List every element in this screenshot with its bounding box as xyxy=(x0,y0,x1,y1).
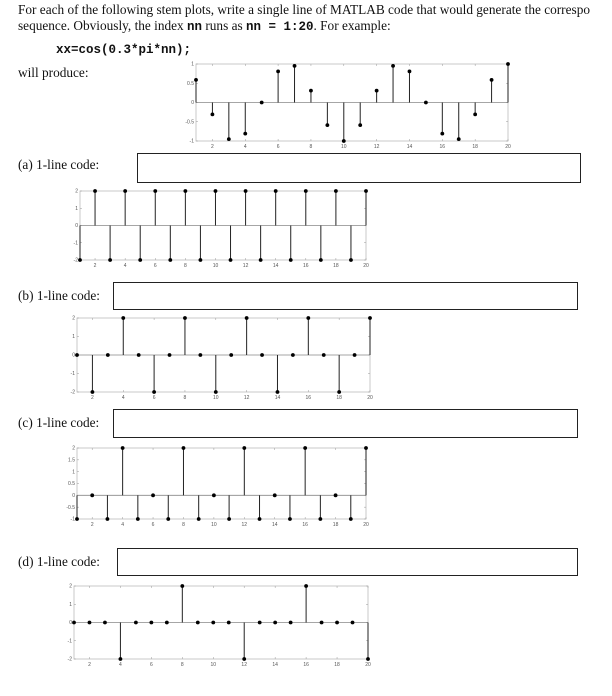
stem-marker xyxy=(136,517,140,521)
question-d-label: (d) 1-line code: xyxy=(18,554,100,569)
plot-c-stem xyxy=(62,442,372,532)
stem-marker xyxy=(366,657,370,661)
x-tick-label: 6 xyxy=(151,522,155,528)
stem-marker xyxy=(364,446,368,450)
stem-marker xyxy=(168,353,172,357)
stem-marker xyxy=(506,62,510,66)
stem-marker xyxy=(364,189,368,193)
stem-marker xyxy=(259,258,263,262)
stem-marker xyxy=(121,316,125,320)
stem-marker xyxy=(106,517,110,521)
will-produce-label: will produce: xyxy=(18,65,89,80)
x-tick-label: 18 xyxy=(334,662,340,668)
y-tick-label: 0 xyxy=(72,352,75,359)
stem-marker xyxy=(408,69,412,73)
stem-marker xyxy=(319,258,323,262)
stem-marker xyxy=(351,621,355,625)
plot-b-stem xyxy=(62,312,377,404)
stem-marker xyxy=(214,189,218,193)
stem-marker xyxy=(309,89,313,93)
answer-a-box[interactable] xyxy=(137,153,581,183)
x-tick-label: 6 xyxy=(149,662,153,668)
stem-marker xyxy=(457,137,461,141)
x-tick-label: 18 xyxy=(472,144,478,150)
stem-marker xyxy=(273,493,277,497)
x-tick-label: 2 xyxy=(91,395,94,401)
stem-marker xyxy=(214,390,218,394)
stem-marker xyxy=(245,316,249,320)
intro-line-1: For each of the following stem plots, write a single line of MATLAB code that would generate the correspo xyxy=(18,2,590,17)
y-tick-label: -2 xyxy=(73,257,78,264)
x-tick-label: 12 xyxy=(241,662,247,668)
answer-b-box[interactable] xyxy=(113,282,578,310)
stem-marker xyxy=(353,353,357,357)
x-tick-label: 2 xyxy=(211,144,214,150)
x-tick-label: 10 xyxy=(210,662,217,668)
stem-marker xyxy=(260,101,264,105)
stem-marker xyxy=(242,657,246,661)
x-tick-label: 4 xyxy=(123,263,127,269)
stem-marker xyxy=(229,353,233,357)
stem-marker xyxy=(78,258,82,262)
stem-marker xyxy=(243,132,247,136)
x-tick-label: 16 xyxy=(303,662,309,668)
intro-text: runs as xyxy=(202,18,246,33)
question-b-label: (b) 1-line code: xyxy=(18,288,100,303)
stem-marker xyxy=(93,189,97,193)
y-tick-label: 2 xyxy=(75,188,78,195)
example-stem-plot xyxy=(180,58,510,153)
y-tick-label: -1 xyxy=(67,638,72,645)
answer-c-box[interactable] xyxy=(113,409,578,438)
y-tick-label: 1.5 xyxy=(68,457,75,464)
question-c-label: (c) 1-line code: xyxy=(18,415,100,430)
stem-marker xyxy=(134,621,138,625)
stem-marker xyxy=(196,621,200,625)
y-tick-label: 0 xyxy=(72,493,75,500)
stem-marker xyxy=(227,137,231,141)
stem-marker xyxy=(320,621,324,625)
intro-text: . For example: xyxy=(313,18,391,33)
stem-marker xyxy=(211,112,215,116)
x-tick-label: 18 xyxy=(333,263,339,269)
stem-marker xyxy=(349,258,353,262)
stem-marker xyxy=(440,132,444,136)
x-tick-label: 18 xyxy=(332,522,339,528)
stem-marker xyxy=(273,621,277,625)
range-code: nn = 1:20 xyxy=(245,20,314,34)
x-tick-label: 6 xyxy=(153,263,157,269)
stem-marker xyxy=(318,517,322,521)
y-tick-label: -0.5 xyxy=(66,504,75,511)
x-tick-label: 6 xyxy=(276,144,280,150)
stem-marker xyxy=(103,621,107,625)
y-tick-label: 1 xyxy=(72,334,75,341)
question-a-label: (a) 1-line code: xyxy=(18,157,100,172)
stem-marker xyxy=(358,123,362,127)
stem-marker xyxy=(293,64,297,68)
answer-d-box[interactable] xyxy=(117,548,578,576)
x-tick-label: 20 xyxy=(365,662,371,668)
x-tick-label: 2 xyxy=(90,522,94,528)
x-tick-label: 12 xyxy=(373,144,380,150)
x-tick-label: 16 xyxy=(305,395,312,401)
plot-a-stem xyxy=(65,185,375,275)
x-tick-label: 20 xyxy=(363,263,369,269)
stem-marker xyxy=(288,517,292,521)
x-tick-label: 6 xyxy=(152,395,156,401)
stem-marker xyxy=(183,316,187,320)
var-nn: nn xyxy=(187,20,203,34)
stem-marker xyxy=(276,69,280,73)
stem-marker xyxy=(274,189,278,193)
plot-axes-box xyxy=(77,448,366,519)
y-tick-label: -1 xyxy=(189,138,194,145)
stem-marker xyxy=(137,353,141,357)
stem-marker xyxy=(391,64,395,68)
stem-marker xyxy=(260,353,264,357)
x-tick-label: 16 xyxy=(303,263,309,269)
y-tick-label: 2 xyxy=(72,445,75,452)
stem-marker xyxy=(227,517,231,521)
stem-marker xyxy=(258,517,262,521)
y-tick-label: 0 xyxy=(191,100,194,107)
x-tick-label: 4 xyxy=(119,662,122,668)
stem-marker xyxy=(180,584,184,588)
stem-marker xyxy=(75,353,79,357)
stem-marker xyxy=(227,621,231,625)
stem-marker xyxy=(194,78,198,82)
x-tick-label: 14 xyxy=(272,263,279,269)
y-tick-label: -1 xyxy=(70,516,75,523)
stem-marker xyxy=(182,446,186,450)
x-tick-label: 20 xyxy=(505,144,511,150)
stem-marker xyxy=(244,189,248,193)
x-tick-label: 20 xyxy=(367,395,373,401)
stem-marker xyxy=(473,112,477,116)
stem-marker xyxy=(424,101,428,105)
stem-marker xyxy=(303,446,307,450)
intro-text: sequence. Obviously, the index xyxy=(18,18,188,33)
stem-marker xyxy=(304,584,308,588)
y-tick-label: 1 xyxy=(69,601,72,608)
x-tick-label: 16 xyxy=(302,522,308,528)
stem-marker xyxy=(276,390,280,394)
example-code: xx=cos(0.3*pi*nn); xyxy=(56,43,192,57)
stem-marker xyxy=(325,123,329,127)
stem-marker xyxy=(337,390,341,394)
x-tick-label: 18 xyxy=(336,395,342,401)
stem-marker xyxy=(212,493,216,497)
y-tick-label: -2 xyxy=(67,656,72,663)
stem-marker xyxy=(121,446,125,450)
x-tick-label: 2 xyxy=(88,662,91,668)
x-tick-label: 4 xyxy=(243,144,247,150)
x-tick-label: 14 xyxy=(272,662,278,668)
stem-marker xyxy=(165,621,169,625)
y-tick-label: 2 xyxy=(69,583,72,590)
y-tick-label: 0.5 xyxy=(187,80,194,87)
stem-marker xyxy=(75,517,79,521)
stem-marker xyxy=(334,189,338,193)
stem-marker xyxy=(198,353,202,357)
x-tick-label: 12 xyxy=(243,395,250,401)
x-tick-label: 4 xyxy=(121,395,125,401)
plot-d-stem xyxy=(59,580,374,672)
stem-marker xyxy=(106,353,110,357)
y-tick-label: -1 xyxy=(70,371,75,378)
x-tick-label: 8 xyxy=(182,522,185,528)
stem-marker xyxy=(88,621,92,625)
stem-marker xyxy=(322,353,326,357)
y-tick-label: -0.5 xyxy=(185,119,194,126)
x-tick-label: 14 xyxy=(271,522,278,528)
x-tick-label: 8 xyxy=(180,662,184,668)
x-tick-label: 12 xyxy=(242,263,249,269)
x-tick-label: 14 xyxy=(274,395,281,401)
x-tick-label: 8 xyxy=(309,144,313,150)
y-tick-label: 0 xyxy=(69,620,72,627)
stem-marker xyxy=(304,189,308,193)
stem-marker xyxy=(291,353,295,357)
stem-marker xyxy=(368,316,372,320)
stem-marker xyxy=(199,258,203,262)
stem-marker xyxy=(335,621,339,625)
x-tick-label: 10 xyxy=(213,395,219,401)
stem-marker xyxy=(334,493,338,497)
stem-marker xyxy=(90,493,94,497)
stem-marker xyxy=(123,189,127,193)
stem-marker xyxy=(166,517,170,521)
stem-marker xyxy=(138,258,142,262)
x-tick-label: 16 xyxy=(439,144,446,150)
x-tick-label: 4 xyxy=(121,522,125,528)
stem-marker xyxy=(349,517,353,521)
stem-marker xyxy=(490,78,494,82)
stem-marker xyxy=(152,390,156,394)
stem-marker xyxy=(168,258,172,262)
stem-marker xyxy=(72,621,76,625)
y-tick-label: 0 xyxy=(75,223,78,230)
y-tick-label: -2 xyxy=(70,389,75,396)
stem-marker xyxy=(229,258,233,262)
x-tick-label: 8 xyxy=(183,263,187,269)
stem-marker xyxy=(306,316,310,320)
y-tick-label: 1 xyxy=(191,61,194,68)
x-tick-label: 10 xyxy=(211,522,217,528)
stem-marker xyxy=(242,446,246,450)
x-tick-label: 14 xyxy=(406,144,413,150)
stem-marker xyxy=(151,493,155,497)
stem-marker xyxy=(289,621,293,625)
x-tick-label: 8 xyxy=(183,395,187,401)
stem-marker xyxy=(197,517,201,521)
stem-marker xyxy=(183,189,187,193)
y-tick-label: 1 xyxy=(72,469,75,476)
stem-marker xyxy=(375,89,379,93)
stem-marker xyxy=(108,258,112,262)
stem-marker xyxy=(258,621,262,625)
stem-marker xyxy=(342,139,346,143)
x-tick-label: 10 xyxy=(212,263,219,269)
stem-marker xyxy=(91,390,95,394)
x-tick-label: 2 xyxy=(93,263,97,269)
y-tick-label: 0.5 xyxy=(68,481,75,488)
y-tick-label: -1 xyxy=(73,240,78,247)
intro-line-2 xyxy=(18,18,391,35)
y-tick-label: 2 xyxy=(72,315,75,322)
x-tick-label: 20 xyxy=(363,522,369,528)
stem-marker xyxy=(149,621,153,625)
y-tick-label: 1 xyxy=(75,205,78,212)
x-tick-label: 10 xyxy=(341,144,347,150)
stem-marker xyxy=(153,189,157,193)
stem-marker xyxy=(211,621,215,625)
stem-marker xyxy=(119,657,123,661)
x-tick-label: 12 xyxy=(241,522,248,528)
stem-marker xyxy=(289,258,293,262)
